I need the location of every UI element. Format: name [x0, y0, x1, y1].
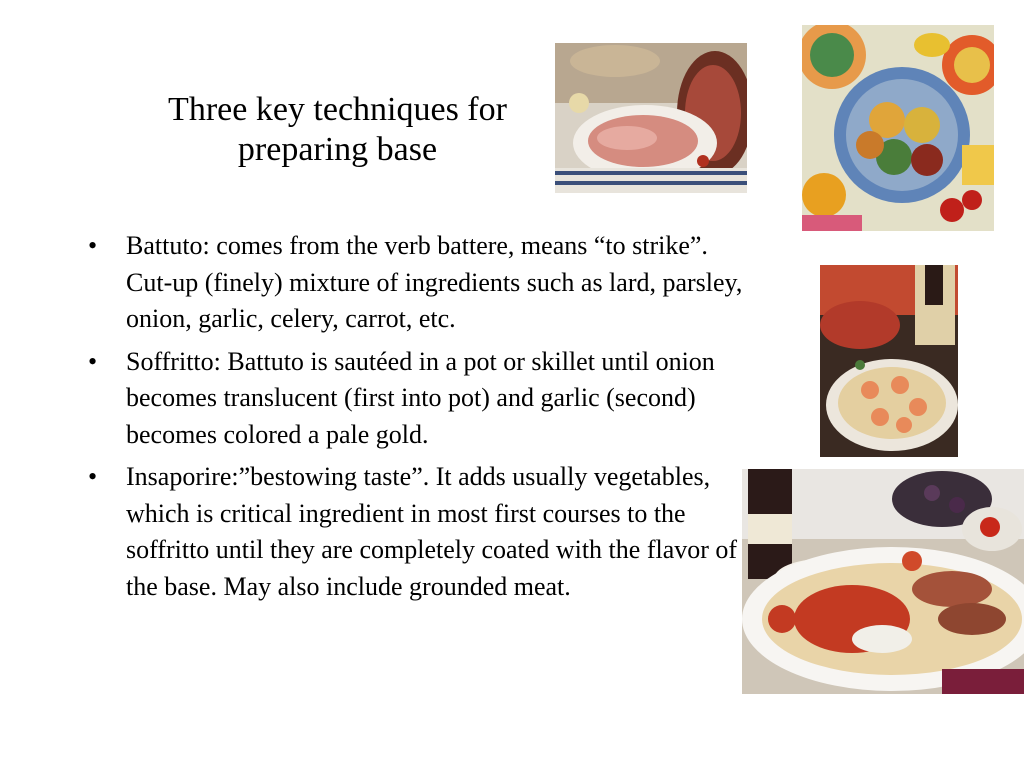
slide-title-line-2: preparing base	[237, 131, 438, 168]
bullet-item-battuto	[88, 228, 748, 338]
bullet-list	[88, 228, 748, 611]
bullet-text: Soffritto: Battuto is sautéed in a pot or skillet until onion becomes translucent (first into pot) and garlic (second) becomes colored a pale gold.	[126, 346, 715, 449]
bullet-item-soffritto	[88, 344, 748, 454]
pasta-nests-photo	[802, 25, 994, 231]
bullet-item-insaporire	[88, 459, 748, 605]
slide-title-line-1: Three key techniques for	[168, 91, 507, 128]
prosciutto-photo	[555, 43, 747, 193]
slide-title	[120, 90, 555, 170]
shrimp-pasta-photo	[820, 265, 958, 457]
bullet-text: Battuto: comes from the verb battere, means “to strike”. Cut-up (finely) mixture of ingredients such as lard, parsley, onion, garlic, celery, carrot, etc.	[126, 231, 743, 333]
bullet-text: Insaporire:”bestowing taste”. It adds usually vegetables, which is critical ingredient in most first courses to the soffritto until they are completely coated with the flavor of the base. May also include grounded meat.	[126, 462, 738, 601]
bullet-marker: •	[88, 231, 98, 260]
italian-platter-photo	[742, 469, 1024, 694]
bullet-marker: •	[88, 346, 98, 376]
bullet-marker: •	[88, 462, 98, 491]
